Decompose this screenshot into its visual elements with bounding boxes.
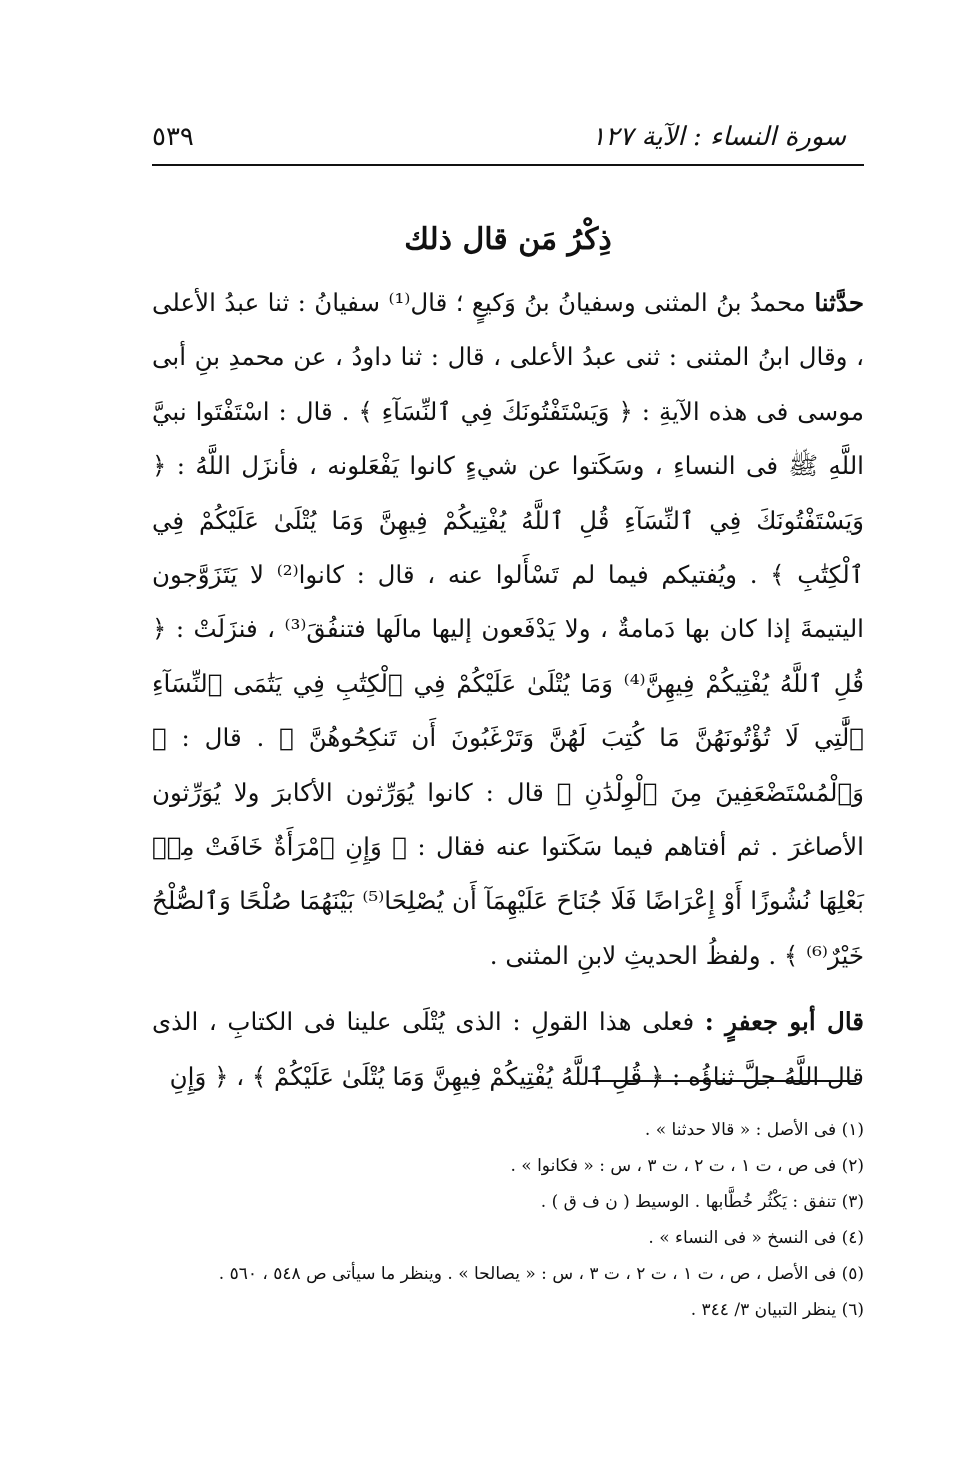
paragraph-2-lead: قال أبو جعفرٍ : (704, 1007, 864, 1037)
section-heading: ذِكْرُ مَن قال ذلك (404, 222, 612, 257)
footnotes (152, 1112, 864, 1328)
footnote-4: (٤) فى النسخ « فى النساء » . (648, 1228, 864, 1248)
running-header (152, 112, 860, 160)
footnote-1: (١) فى الأصل : « قالا حدثنا » . (644, 1120, 864, 1140)
running-title: سورة النساء : الآية ١٢٧ (591, 122, 846, 152)
footnote-6: (٦) ينظر التبيان ٣/ ٣٤٤ . (690, 1300, 864, 1320)
paragraph-1 (152, 276, 864, 983)
body-text (152, 276, 864, 1104)
paragraph-2 (152, 995, 864, 1104)
page-number: ٥٣٩ (152, 122, 194, 152)
header-rule (152, 164, 864, 166)
footnote-2: (٢) فى ص ، ت ١ ، ت ٢ ، ت ٣ ، س : « فكانوا » . (510, 1156, 864, 1176)
paragraph-1-body: محمدُ بنُ المثنى وسفيانُ بنُ وَكيعٍ ؛ قال⁽¹⁾ سفيانُ : ثنا عبدُ الأعلى ، وقال ابنُ المثنى : ثنى عبدُ الأعلى ، قال : ثنا داودُ ، عن محمدِ بنِ أبى موسى فى هذه الآيةِ : ﴿ وَيَسْتَفْتُونَكَ فِي ٱلنِّسَآءِ ﴾ . قال : اسْتَفْتَوا نبيَّ اللَّهِ ﷺ فى النساءِ ، وسَكَتوا عن شيءٍ كانوا يَفْعَلونه ، فأنزَل اللَّهُ : ﴿ وَيَسْتَفْتُونَكَ فِي ٱلنِّسَآءِ قُلِ ٱللَّهُ يُفْتِيكُمْ فِيهِنَّ وَمَا يُتْلَىٰ عَلَيْكُمْ فِي ٱلْكِتَٰبِ ﴾ . ويُفتيكم فيما لم تَسْأَلوا عنه ، قال : كانوا⁽²⁾ لا يَتَزَوَّجون اليتيمةَ إذا كان بها دَمامةٌ ، ولا يَدْفَعون إليها مالَها فتنفُقَ⁽³⁾ ، فنزَلَتْ : ﴿ قُلِ ٱللَّهُ يُفْتِيكُمْ فِيهِنَّ⁽⁴⁾ وَمَا يُتْلَىٰ عَلَيْكُمْ فِي ٱلْكِتَٰبِ فِي يَتَٰمَى ٱلنِّسَآءِ ٱلَّٰتِي لَا تُؤْتُونَهُنَّ مَا كُتِبَ لَهُنَّ وَتَرْغَبُونَ أَن تَنكِحُوهُنَّ ﴾ . قال : ﴿ وَٱلْمُسْتَضْعَفِينَ مِنَ ٱلْوِلْدَٰنِ ﴾ قال : كانوا يُوَرِّثون الأكابرَ ولا يُوَرِّثون الأصاغرَ . ثم أفتاهم فيما سَكَتوا عنه فقال : ﴿ وَإِنِ ٱمْرَأَةٌ خَافَتْ مِنۢ بَعْلِهَا نُشُوزًا أَوْ إِعْرَاضًا فَلَا جُنَاحَ عَلَيْهِمَآ أَن يُصْلِحَا⁽⁵⁾ بَيْنَهُمَا صُلْحًا وَٱلصُّلْحُ خَيْرٌ⁽⁶⁾ ﴾ . ولفظُ الحديثِ لابنِ المثنى . (152, 288, 865, 970)
paragraph-1-lead: حدَّثنا (814, 288, 865, 317)
footnote-5: (٥) فى الأصل ، ص ، ت ١ ، ت ٢ ، ت ٣ ، س : « يصالحا » . وينظر ما سيأتى ص ٥٤٨ ، ٥٦٠ . (218, 1264, 864, 1284)
footnote-rule (588, 1080, 856, 1082)
paragraph-2-body: فعلى هذا القولِ : الذى يُتْلَى علينا فى الكتابِ ، الذى قال اللَّهُ جلَّ ثناؤُه : ﴿ قُلِ ٱللَّهُ يُفْتِيكُمْ فِيهِنَّ وَمَا يُتْلَىٰ عَلَيْكُمْ ﴾ ، ﴿ وَإِنِ (152, 1007, 864, 1091)
footnote-3: (٣) تنفق : يَكْثُر خُطَّابها . الوسيط ( ن ف ق ) . (540, 1192, 864, 1212)
